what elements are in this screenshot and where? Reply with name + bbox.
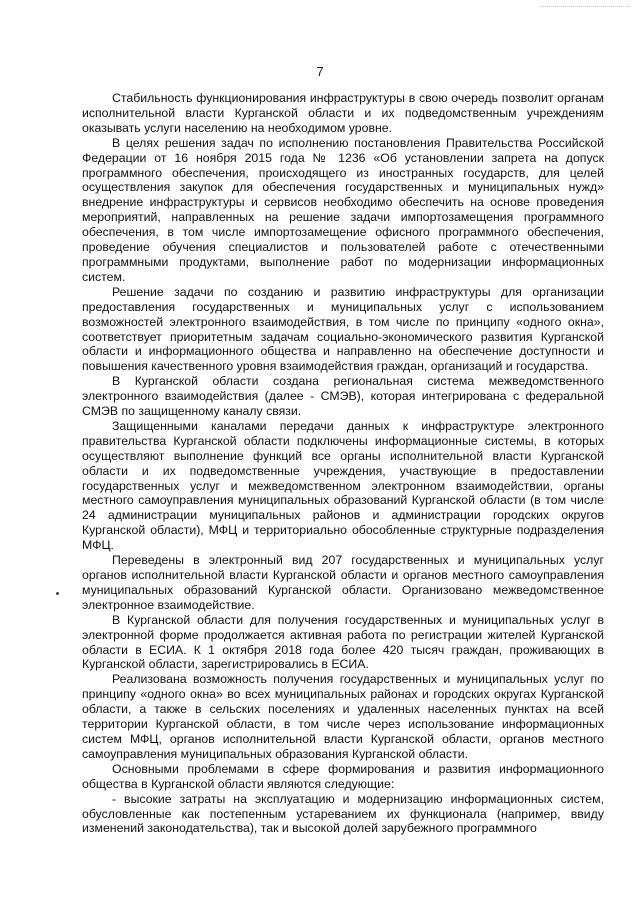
paragraph-10: - высокие затраты на эксплуатацию и модернизацию информационных систем, обусловленные как постепенным устареванием их функционала (например, ввиду изменений законодательства), так и высокой долей зарубежного программного (82, 791, 604, 836)
paragraph-9: Основными проблемами в сфере формирования и развития информационного общества в Курганской области являются следующие: (82, 761, 604, 791)
paragraph-8: Реализована возможность получения государственных и муниципальных услуг по принципу «одного окна» во всех муниципальных районах и городских округах Курганской области, а также в сельских поселениях и удаленных населенных пунктах на всей территории Курганской области, в том числе через использование информационных систем МФЦ, органов исполнительной власти Курганской области, органов местного самоуправления муниципальных образования Курганской области. (82, 672, 604, 761)
paragraph-6: Переведены в электронный вид 207 государственных и муниципальных услуг органов исполнительной власти Курганской области и органов местного самоуправления муниципальных образований Курганской области. Организовано межведомственное электронное взаимодействие. (82, 553, 604, 612)
page-number: 7 (316, 64, 324, 79)
paragraph-1: Стабильность функционирования инфраструктуры в свою очередь позволит органам исполнительной власти Курганской области и их подведомственным учреждениям оказывать услуги населению на необходимом уровне. (82, 91, 604, 135)
scan-artifact (540, 6, 630, 9)
paragraph-2: В целях решения задач по исполнению постановления Правительства Российской Федерации от 16 ноября 2015 года № 1236 «Об установлении запрета на допуск программного обеспечения, происходящего из иностранных государств, для целей осуществления закупок для обеспечения государственных и муниципальных нужд» внедрение инфраструктуры и сервисов необходимо обеспечить на основе проведения мероприятий, направленных на решение задачи импортозамещения программного обеспечения, в том числе импортозамещение офисного программного обеспечения, проведение обучения специалистов и пользователей работе с отечественными программными продуктами, выполнение работ по модернизации информационных систем. (82, 135, 604, 284)
paragraph-4: В Курганской области создана региональная система межведомственного электронного взаимодействия (далее - СМЭВ), которая интегрирована с федеральной СМЭВ по защищенному каналу связи. (82, 374, 604, 419)
scan-artifact-dot (56, 592, 59, 595)
paragraph-7: В Курганской области для получения государственных и муниципальных услуг в электронной форме продолжается активная работа по регистрации жителей Курганской области в ЕСИА. К 1 октября 2018 года более 420 тысяч граждан, проживающих в Курганской области, зарегистрировались в ЕСИА. (82, 612, 604, 672)
paragraph-3: Решение задачи по созданию и развитию инфраструктуры для организации предоставления государственных и муниципальных услуг с использованием возможностей электронного взаимодействия, в том числе по принципу «одного окна», соответствует приоритетным задачам социально-экономического развития Курганской области и информационного общества и направленно на обеспечение доступности и повышения качественного уровня взаимодействия граждан, организаций и государства. (82, 284, 604, 374)
document-body (82, 91, 604, 836)
paragraph-5: Защищенными каналами передачи данных к инфраструктуре электронного правительства Курганской области подключены информационные системы, в которых осуществляют выполнение функций все органы исполнительной власти Курганской области и их подведомственные учреждения, участвующие в предоставлении государственных услуг и межведомственном электронном взаимодействии, органы местного самоуправления муниципальных образований Курганской области (в том числе 24 администрации муниципальных районов и администрации городских округов Курганской области), МФЦ и территориально обособленные структурные подразделения МФЦ. (82, 418, 604, 553)
